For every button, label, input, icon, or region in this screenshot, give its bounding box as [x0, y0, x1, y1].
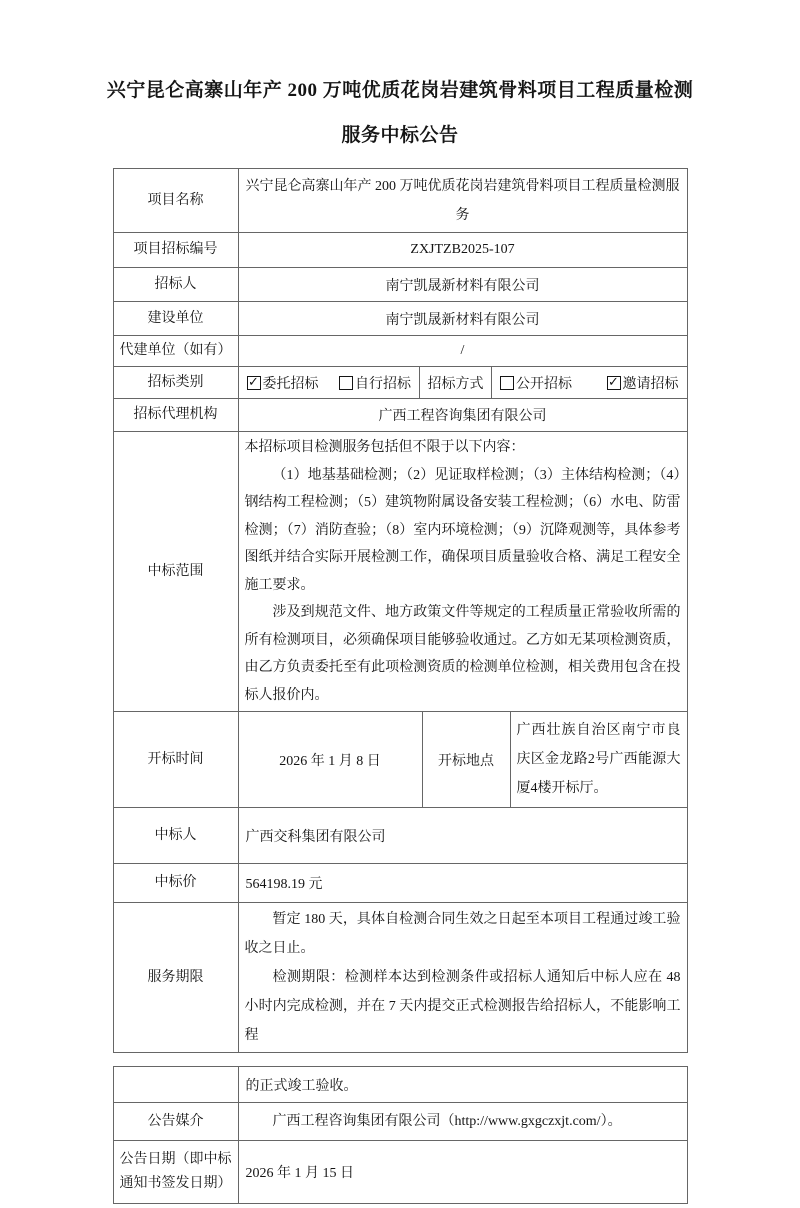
field-value — [239, 903, 687, 1052]
open-tender-checkbox — [500, 376, 514, 390]
row-announcement-media — [114, 1103, 687, 1141]
row-tender-agency — [114, 399, 687, 432]
paragraph: （1）地基基础检测；（2）见证取样检测；（3）主体结构检测；（4）钢结构工程检测；（5）建筑物附属设备安装工程检测；（6）水电、防雷检测；（7）消防查验；（8）室内环境检测；（9）沉降观测等，具体参考图纸并结合实际开展检测工作，确保项目质量验收合格、满足工程安全施工要求。 — [244, 467, 681, 593]
bid-opening-place-label: 开标地点 — [423, 712, 511, 807]
field-label: 中标范围 — [114, 432, 239, 711]
field-value: 广西交科集团有限公司 — [245, 829, 386, 845]
announcement-media-text — [239, 1106, 687, 1138]
bid-opening-time-value: 2026 年 1 月 8 日 — [239, 712, 423, 807]
field-value: 2026 年 1 月 15 日 — [245, 1166, 354, 1181]
paragraph: 暂定 180 天，具体自检测合同生效之日起至本项目工程通过竣工验收之日止。 — [244, 912, 681, 956]
announcement-table-continued — [113, 1066, 688, 1204]
service-period-text — [239, 903, 687, 1052]
paragraph: 检测期限：检测样本达到检测条件或招标人通知后中标人应在 48 小时内完成检测，并在 7 天内提交正式检测报告给招标人，不能影响工程 — [244, 970, 681, 1043]
field-value: 564198.19 元 — [245, 877, 323, 892]
row-bid-opening — [114, 712, 687, 808]
self-tender-checkbox — [339, 376, 353, 390]
invited-tender-checkbox: ✓ — [608, 375, 619, 390]
paragraph: 本招标项目检测服务包括但不限于以下内容： — [244, 440, 525, 455]
tender-method-options — [492, 367, 687, 398]
row-tender-number — [114, 233, 687, 268]
field-label: 招标代理机构 — [114, 399, 239, 431]
row-award-price — [114, 864, 687, 903]
field-label: 中标价 — [114, 864, 239, 902]
project-name-text: 兴宁昆仑高寨山年产 200 万吨优质花岗岩建筑骨料项目工程质量检测服务 — [245, 178, 680, 223]
paragraph: 广西壮族自治区南宁市良庆区金龙路2号广西能源大厦4楼开标厅。 — [516, 723, 681, 796]
field-label: 项目名称 — [114, 169, 239, 232]
tender-method-label: 招标方式 — [420, 367, 492, 398]
field-label: 建设单位 — [114, 302, 239, 335]
field-value: 南宁凯晟新材料有限公司 — [385, 312, 540, 328]
row-service-period-continuation — [114, 1067, 687, 1103]
option-label: 自行招标 — [355, 376, 411, 392]
field-value: / — [460, 343, 465, 358]
field-value — [239, 1103, 687, 1140]
row-award-scope — [114, 432, 687, 712]
option-label: 公开招标 — [516, 376, 572, 392]
row-tenderee — [114, 268, 687, 302]
row-agent-construction-unit — [114, 336, 687, 367]
field-value: 广西工程咨询集团有限公司 — [378, 409, 547, 424]
field-label: 公告媒介 — [114, 1103, 239, 1140]
field-label-empty — [114, 1067, 239, 1102]
field-label: 中标人 — [114, 808, 239, 863]
option-self-tender — [339, 373, 411, 393]
page-title: 兴宁昆仑高寨山年产 200 万吨优质花岗岩建筑骨料项目工程质量检测服务中标公告 — [106, 80, 694, 146]
row-construction-unit — [114, 302, 687, 336]
row-project-name — [114, 169, 687, 233]
option-invited-tender — [607, 373, 679, 393]
field-label: 招标人 — [114, 268, 239, 301]
option-label: 委托招标 — [262, 376, 319, 392]
row-winner — [114, 808, 687, 864]
option-open-tender — [500, 373, 572, 393]
row-announcement-date — [114, 1141, 687, 1203]
bid-opening-place-text — [511, 714, 687, 805]
field-label: 项目招标编号 — [114, 233, 239, 267]
option-delegated-tender — [247, 373, 319, 393]
row-service-period — [114, 903, 687, 1052]
paragraph: 涉及到规范文件、地方政策文件等规定的工程质量正常验收所需的所有检测项目，必须确保项目能够验收通过。乙方如无某项检测资质，由乙方负责委托至有此项检测资质的检测单位检测，相关费用包含在投标人报价内。 — [244, 605, 681, 703]
field-value: 南宁凯晟新材料有限公司 — [385, 278, 540, 294]
field-label: 服务期限 — [114, 903, 239, 1052]
award-scope-text — [239, 432, 687, 711]
field-label: 招标类别 — [114, 367, 239, 398]
field-value — [239, 169, 687, 232]
bid-opening-time-label: 开标时间 — [114, 712, 239, 807]
row-tender-category — [114, 367, 687, 399]
tender-category-options — [239, 367, 421, 398]
field-label: 公告日期（即中标通知书签发日期） — [114, 1141, 239, 1203]
field-label: 代建单位（如有） — [114, 336, 239, 366]
field-value — [239, 432, 687, 711]
option-label: 邀请招标 — [622, 376, 679, 392]
delegated-tender-checkbox: ✓ — [248, 375, 259, 390]
announcement-table — [113, 168, 688, 1053]
field-value: ZXJTZB2025-107 — [410, 242, 515, 257]
paragraph: 广西工程咨询集团有限公司（http://www.gxgczxjt.com/）。 — [272, 1113, 622, 1129]
bid-opening-place-value — [511, 712, 687, 807]
field-value: 的正式竣工验收。 — [245, 1078, 358, 1094]
